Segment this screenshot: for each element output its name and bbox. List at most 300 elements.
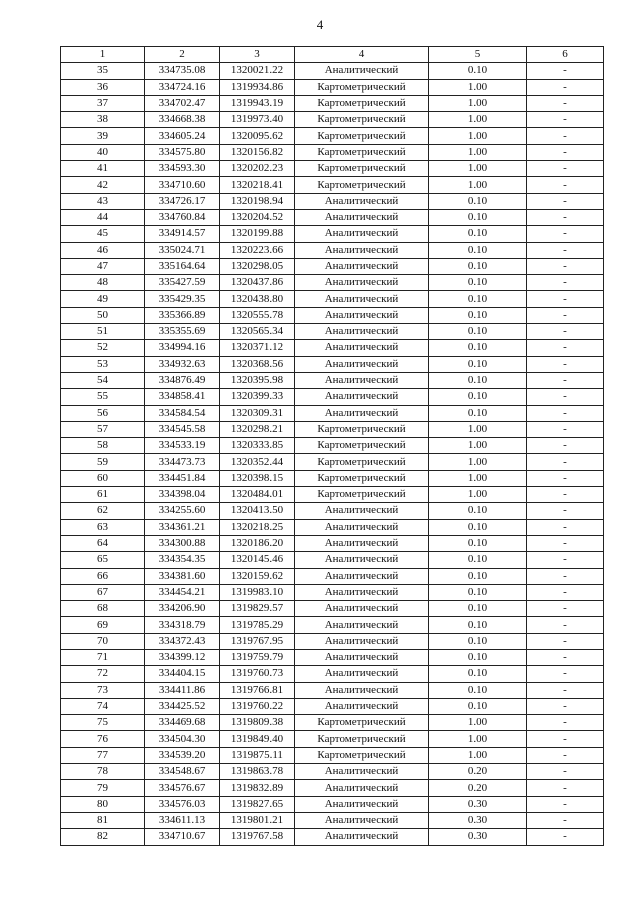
accuracy-cell: 1.00 (429, 79, 527, 95)
method-cell: Аналитический (295, 340, 429, 356)
point-number-cell: 82 (61, 829, 145, 845)
y-coordinate-cell: 1319801.21 (220, 812, 295, 828)
x-coordinate-cell: 334876.49 (145, 372, 220, 388)
x-coordinate-cell: 334735.08 (145, 63, 220, 79)
y-coordinate-cell: 1320352.44 (220, 454, 295, 470)
point-number-cell: 72 (61, 666, 145, 682)
x-coordinate-cell: 334451.84 (145, 470, 220, 486)
y-coordinate-cell: 1320413.50 (220, 503, 295, 519)
method-cell: Аналитический (295, 356, 429, 372)
method-cell: Аналитический (295, 649, 429, 665)
point-number-cell: 37 (61, 95, 145, 111)
note-cell: - (527, 780, 604, 796)
note-cell: - (527, 340, 604, 356)
note-cell: - (527, 144, 604, 160)
x-coordinate-cell: 334399.12 (145, 649, 220, 665)
y-coordinate-cell: 1319863.78 (220, 764, 295, 780)
accuracy-cell: 0.10 (429, 601, 527, 617)
note-cell: - (527, 601, 604, 617)
note-cell: - (527, 649, 604, 665)
y-coordinate-cell: 1320186.20 (220, 535, 295, 551)
note-cell: - (527, 731, 604, 747)
point-number-cell: 65 (61, 552, 145, 568)
point-number-cell: 49 (61, 291, 145, 307)
note-cell: - (527, 535, 604, 551)
x-coordinate-cell: 334533.19 (145, 438, 220, 454)
table-row (61, 372, 604, 388)
note-cell: - (527, 666, 604, 682)
x-coordinate-cell: 334381.60 (145, 568, 220, 584)
y-coordinate-cell: 1319809.38 (220, 715, 295, 731)
method-cell: Аналитический (295, 193, 429, 209)
table-row (61, 454, 604, 470)
note-cell: - (527, 372, 604, 388)
note-cell: - (527, 258, 604, 274)
y-coordinate-cell: 1320395.98 (220, 372, 295, 388)
method-cell: Картометрический (295, 454, 429, 470)
accuracy-cell: 1.00 (429, 144, 527, 160)
x-coordinate-cell: 334710.67 (145, 829, 220, 845)
table-row (61, 519, 604, 535)
coordinates-table (60, 46, 604, 846)
method-cell: Аналитический (295, 307, 429, 323)
point-number-cell: 41 (61, 161, 145, 177)
accuracy-cell: 0.20 (429, 780, 527, 796)
x-coordinate-cell: 334584.54 (145, 405, 220, 421)
note-cell: - (527, 454, 604, 470)
table-row (61, 584, 604, 600)
accuracy-cell: 0.10 (429, 568, 527, 584)
point-number-cell: 47 (61, 258, 145, 274)
accuracy-cell: 0.10 (429, 63, 527, 79)
accuracy-cell: 0.30 (429, 829, 527, 845)
table-row (61, 307, 604, 323)
y-coordinate-cell: 1319849.40 (220, 731, 295, 747)
table-header-row (61, 47, 604, 63)
method-cell: Картометрический (295, 79, 429, 95)
accuracy-cell: 1.00 (429, 112, 527, 128)
note-cell: - (527, 291, 604, 307)
table-row (61, 649, 604, 665)
y-coordinate-cell: 1320204.52 (220, 209, 295, 225)
table-row (61, 796, 604, 812)
point-number-cell: 53 (61, 356, 145, 372)
x-coordinate-cell: 334668.38 (145, 112, 220, 128)
y-coordinate-cell: 1320333.85 (220, 438, 295, 454)
y-coordinate-cell: 1319832.89 (220, 780, 295, 796)
y-coordinate-cell: 1320199.88 (220, 226, 295, 242)
y-coordinate-cell: 1319759.79 (220, 649, 295, 665)
y-coordinate-cell: 1320218.41 (220, 177, 295, 193)
note-cell: - (527, 95, 604, 111)
point-number-cell: 60 (61, 470, 145, 486)
method-cell: Аналитический (295, 617, 429, 633)
point-number-cell: 63 (61, 519, 145, 535)
table-row (61, 601, 604, 617)
x-coordinate-cell: 334710.60 (145, 177, 220, 193)
y-coordinate-cell: 1320223.66 (220, 242, 295, 258)
x-coordinate-cell: 334726.17 (145, 193, 220, 209)
method-cell: Аналитический (295, 63, 429, 79)
note-cell: - (527, 63, 604, 79)
x-coordinate-cell: 334473.73 (145, 454, 220, 470)
table-row (61, 79, 604, 95)
y-coordinate-cell: 1320298.21 (220, 421, 295, 437)
accuracy-cell: 1.00 (429, 747, 527, 763)
method-cell: Картометрический (295, 421, 429, 437)
x-coordinate-cell: 334548.67 (145, 764, 220, 780)
table-row (61, 764, 604, 780)
table-row (61, 291, 604, 307)
table-row (61, 812, 604, 828)
method-cell: Аналитический (295, 209, 429, 225)
y-coordinate-cell: 1320298.05 (220, 258, 295, 274)
note-cell: - (527, 128, 604, 144)
point-number-cell: 52 (61, 340, 145, 356)
note-cell: - (527, 79, 604, 95)
point-number-cell: 69 (61, 617, 145, 633)
note-cell: - (527, 470, 604, 486)
x-coordinate-cell: 334576.03 (145, 796, 220, 812)
y-coordinate-cell: 1320438.80 (220, 291, 295, 307)
table-row (61, 633, 604, 649)
note-cell: - (527, 682, 604, 698)
method-cell: Аналитический (295, 780, 429, 796)
method-cell: Аналитический (295, 812, 429, 828)
x-coordinate-cell: 334605.24 (145, 128, 220, 144)
x-coordinate-cell: 334372.43 (145, 633, 220, 649)
table-row (61, 177, 604, 193)
accuracy-cell: 0.10 (429, 193, 527, 209)
x-coordinate-cell: 335427.59 (145, 275, 220, 291)
accuracy-cell: 0.20 (429, 764, 527, 780)
point-number-cell: 75 (61, 715, 145, 731)
x-coordinate-cell: 334994.16 (145, 340, 220, 356)
accuracy-cell: 1.00 (429, 470, 527, 486)
point-number-cell: 43 (61, 193, 145, 209)
method-cell: Аналитический (295, 389, 429, 405)
note-cell: - (527, 617, 604, 633)
point-number-cell: 80 (61, 796, 145, 812)
y-coordinate-cell: 1319767.58 (220, 829, 295, 845)
method-cell: Аналитический (295, 405, 429, 421)
table-row (61, 356, 604, 372)
accuracy-cell: 1.00 (429, 715, 527, 731)
x-coordinate-cell: 335024.71 (145, 242, 220, 258)
table-row (61, 666, 604, 682)
table-row (61, 258, 604, 274)
accuracy-cell: 0.10 (429, 226, 527, 242)
y-coordinate-cell: 1319760.22 (220, 698, 295, 714)
accuracy-cell: 0.10 (429, 552, 527, 568)
point-number-cell: 48 (61, 275, 145, 291)
y-coordinate-cell: 1320555.78 (220, 307, 295, 323)
accuracy-cell: 0.10 (429, 291, 527, 307)
method-cell: Картометрический (295, 95, 429, 111)
y-coordinate-cell: 1320145.46 (220, 552, 295, 568)
y-coordinate-cell: 1319760.73 (220, 666, 295, 682)
point-number-cell: 46 (61, 242, 145, 258)
accuracy-cell: 0.10 (429, 584, 527, 600)
x-coordinate-cell: 334611.13 (145, 812, 220, 828)
method-cell: Аналитический (295, 552, 429, 568)
accuracy-cell: 0.10 (429, 258, 527, 274)
x-coordinate-cell: 335429.35 (145, 291, 220, 307)
y-coordinate-cell: 1320202.23 (220, 161, 295, 177)
accuracy-cell: 0.10 (429, 649, 527, 665)
y-coordinate-cell: 1319767.95 (220, 633, 295, 649)
y-coordinate-cell: 1319943.19 (220, 95, 295, 111)
table-row (61, 226, 604, 242)
x-coordinate-cell: 334858.41 (145, 389, 220, 405)
column-header: 4 (295, 47, 429, 63)
method-cell: Аналитический (295, 372, 429, 388)
point-number-cell: 66 (61, 568, 145, 584)
y-coordinate-cell: 1319827.65 (220, 796, 295, 812)
point-number-cell: 40 (61, 144, 145, 160)
note-cell: - (527, 177, 604, 193)
table-row (61, 438, 604, 454)
note-cell: - (527, 747, 604, 763)
point-number-cell: 54 (61, 372, 145, 388)
method-cell: Картометрический (295, 715, 429, 731)
method-cell: Аналитический (295, 829, 429, 845)
column-header: 1 (61, 47, 145, 63)
note-cell: - (527, 307, 604, 323)
x-coordinate-cell: 334576.67 (145, 780, 220, 796)
note-cell: - (527, 112, 604, 128)
method-cell: Картометрический (295, 177, 429, 193)
accuracy-cell: 0.10 (429, 389, 527, 405)
note-cell: - (527, 829, 604, 845)
y-coordinate-cell: 1320565.34 (220, 324, 295, 340)
note-cell: - (527, 226, 604, 242)
note-cell: - (527, 209, 604, 225)
y-coordinate-cell: 1320368.56 (220, 356, 295, 372)
note-cell: - (527, 568, 604, 584)
note-cell: - (527, 552, 604, 568)
note-cell: - (527, 275, 604, 291)
x-coordinate-cell: 334411.86 (145, 682, 220, 698)
point-number-cell: 42 (61, 177, 145, 193)
note-cell: - (527, 519, 604, 535)
accuracy-cell: 0.10 (429, 307, 527, 323)
note-cell: - (527, 421, 604, 437)
point-number-cell: 51 (61, 324, 145, 340)
y-coordinate-cell: 1320159.62 (220, 568, 295, 584)
x-coordinate-cell: 334354.35 (145, 552, 220, 568)
method-cell: Картометрический (295, 128, 429, 144)
point-number-cell: 81 (61, 812, 145, 828)
x-coordinate-cell: 335366.89 (145, 307, 220, 323)
accuracy-cell: 1.00 (429, 421, 527, 437)
accuracy-cell: 0.30 (429, 796, 527, 812)
accuracy-cell: 0.10 (429, 617, 527, 633)
point-number-cell: 50 (61, 307, 145, 323)
x-coordinate-cell: 334724.16 (145, 79, 220, 95)
y-coordinate-cell: 1319973.40 (220, 112, 295, 128)
accuracy-cell: 1.00 (429, 177, 527, 193)
column-header: 5 (429, 47, 527, 63)
method-cell: Картометрический (295, 470, 429, 486)
accuracy-cell: 0.10 (429, 405, 527, 421)
y-coordinate-cell: 1320218.25 (220, 519, 295, 535)
method-cell: Аналитический (295, 324, 429, 340)
point-number-cell: 58 (61, 438, 145, 454)
point-number-cell: 78 (61, 764, 145, 780)
method-cell: Аналитический (295, 519, 429, 535)
note-cell: - (527, 764, 604, 780)
x-coordinate-cell: 334454.21 (145, 584, 220, 600)
method-cell: Аналитический (295, 291, 429, 307)
point-number-cell: 44 (61, 209, 145, 225)
column-header: 3 (220, 47, 295, 63)
y-coordinate-cell: 1320198.94 (220, 193, 295, 209)
point-number-cell: 74 (61, 698, 145, 714)
accuracy-cell: 0.10 (429, 633, 527, 649)
note-cell: - (527, 584, 604, 600)
x-coordinate-cell: 334539.20 (145, 747, 220, 763)
accuracy-cell: 1.00 (429, 487, 527, 503)
x-coordinate-cell: 334504.30 (145, 731, 220, 747)
method-cell: Аналитический (295, 633, 429, 649)
accuracy-cell: 0.10 (429, 535, 527, 551)
point-number-cell: 68 (61, 601, 145, 617)
table-row (61, 829, 604, 845)
accuracy-cell: 0.10 (429, 275, 527, 291)
y-coordinate-cell: 1320484.01 (220, 487, 295, 503)
accuracy-cell: 1.00 (429, 95, 527, 111)
method-cell: Аналитический (295, 682, 429, 698)
table-row (61, 470, 604, 486)
note-cell: - (527, 633, 604, 649)
y-coordinate-cell: 1319829.57 (220, 601, 295, 617)
accuracy-cell: 0.10 (429, 698, 527, 714)
note-cell: - (527, 503, 604, 519)
point-number-cell: 64 (61, 535, 145, 551)
y-coordinate-cell: 1320156.82 (220, 144, 295, 160)
point-number-cell: 38 (61, 112, 145, 128)
note-cell: - (527, 796, 604, 812)
x-coordinate-cell: 334425.52 (145, 698, 220, 714)
x-coordinate-cell: 334760.84 (145, 209, 220, 225)
note-cell: - (527, 487, 604, 503)
accuracy-cell: 0.10 (429, 519, 527, 535)
table-row (61, 193, 604, 209)
page-number: 4 (316, 17, 324, 32)
method-cell: Аналитический (295, 666, 429, 682)
point-number-cell: 35 (61, 63, 145, 79)
note-cell: - (527, 389, 604, 405)
column-header: 6 (527, 47, 604, 63)
accuracy-cell: 1.00 (429, 438, 527, 454)
note-cell: - (527, 405, 604, 421)
point-number-cell: 77 (61, 747, 145, 763)
point-number-cell: 57 (61, 421, 145, 437)
y-coordinate-cell: 1320371.12 (220, 340, 295, 356)
y-coordinate-cell: 1319875.11 (220, 747, 295, 763)
method-cell: Аналитический (295, 275, 429, 291)
table-row (61, 405, 604, 421)
accuracy-cell: 0.10 (429, 666, 527, 682)
table-row (61, 617, 604, 633)
point-number-cell: 45 (61, 226, 145, 242)
table-row (61, 698, 604, 714)
point-number-cell: 73 (61, 682, 145, 698)
table-row (61, 275, 604, 291)
table-row (61, 503, 604, 519)
table-row (61, 552, 604, 568)
note-cell: - (527, 698, 604, 714)
method-cell: Аналитический (295, 535, 429, 551)
note-cell: - (527, 812, 604, 828)
y-coordinate-cell: 1319983.10 (220, 584, 295, 600)
column-header: 2 (145, 47, 220, 63)
accuracy-cell: 0.10 (429, 242, 527, 258)
method-cell: Картометрический (295, 112, 429, 128)
x-coordinate-cell: 334404.15 (145, 666, 220, 682)
x-coordinate-cell: 334469.68 (145, 715, 220, 731)
accuracy-cell: 0.10 (429, 682, 527, 698)
accuracy-cell: 1.00 (429, 161, 527, 177)
table-row (61, 144, 604, 160)
method-cell: Картометрический (295, 438, 429, 454)
table-row (61, 340, 604, 356)
method-cell: Картометрический (295, 731, 429, 747)
accuracy-cell: 0.10 (429, 209, 527, 225)
accuracy-cell: 0.10 (429, 372, 527, 388)
method-cell: Аналитический (295, 796, 429, 812)
accuracy-cell: 1.00 (429, 128, 527, 144)
table-row (61, 95, 604, 111)
table-row (61, 242, 604, 258)
accuracy-cell: 0.10 (429, 356, 527, 372)
y-coordinate-cell: 1319766.81 (220, 682, 295, 698)
table-body (61, 63, 604, 845)
method-cell: Картометрический (295, 487, 429, 503)
method-cell: Аналитический (295, 584, 429, 600)
x-coordinate-cell: 334914.57 (145, 226, 220, 242)
table-row (61, 731, 604, 747)
table-row (61, 747, 604, 763)
note-cell: - (527, 161, 604, 177)
y-coordinate-cell: 1319785.29 (220, 617, 295, 633)
point-number-cell: 61 (61, 487, 145, 503)
note-cell: - (527, 193, 604, 209)
point-number-cell: 71 (61, 649, 145, 665)
method-cell: Картометрический (295, 747, 429, 763)
table-row (61, 487, 604, 503)
method-cell: Аналитический (295, 764, 429, 780)
note-cell: - (527, 438, 604, 454)
method-cell: Аналитический (295, 568, 429, 584)
table-row (61, 324, 604, 340)
table-row (61, 682, 604, 698)
point-number-cell: 39 (61, 128, 145, 144)
x-coordinate-cell: 334206.90 (145, 601, 220, 617)
table-row (61, 780, 604, 796)
method-cell: Аналитический (295, 503, 429, 519)
method-cell: Аналитический (295, 258, 429, 274)
table-row (61, 535, 604, 551)
x-coordinate-cell: 334702.47 (145, 95, 220, 111)
accuracy-cell: 0.10 (429, 340, 527, 356)
method-cell: Картометрический (295, 161, 429, 177)
table-row (61, 112, 604, 128)
point-number-cell: 67 (61, 584, 145, 600)
table-row (61, 209, 604, 225)
x-coordinate-cell: 334255.60 (145, 503, 220, 519)
